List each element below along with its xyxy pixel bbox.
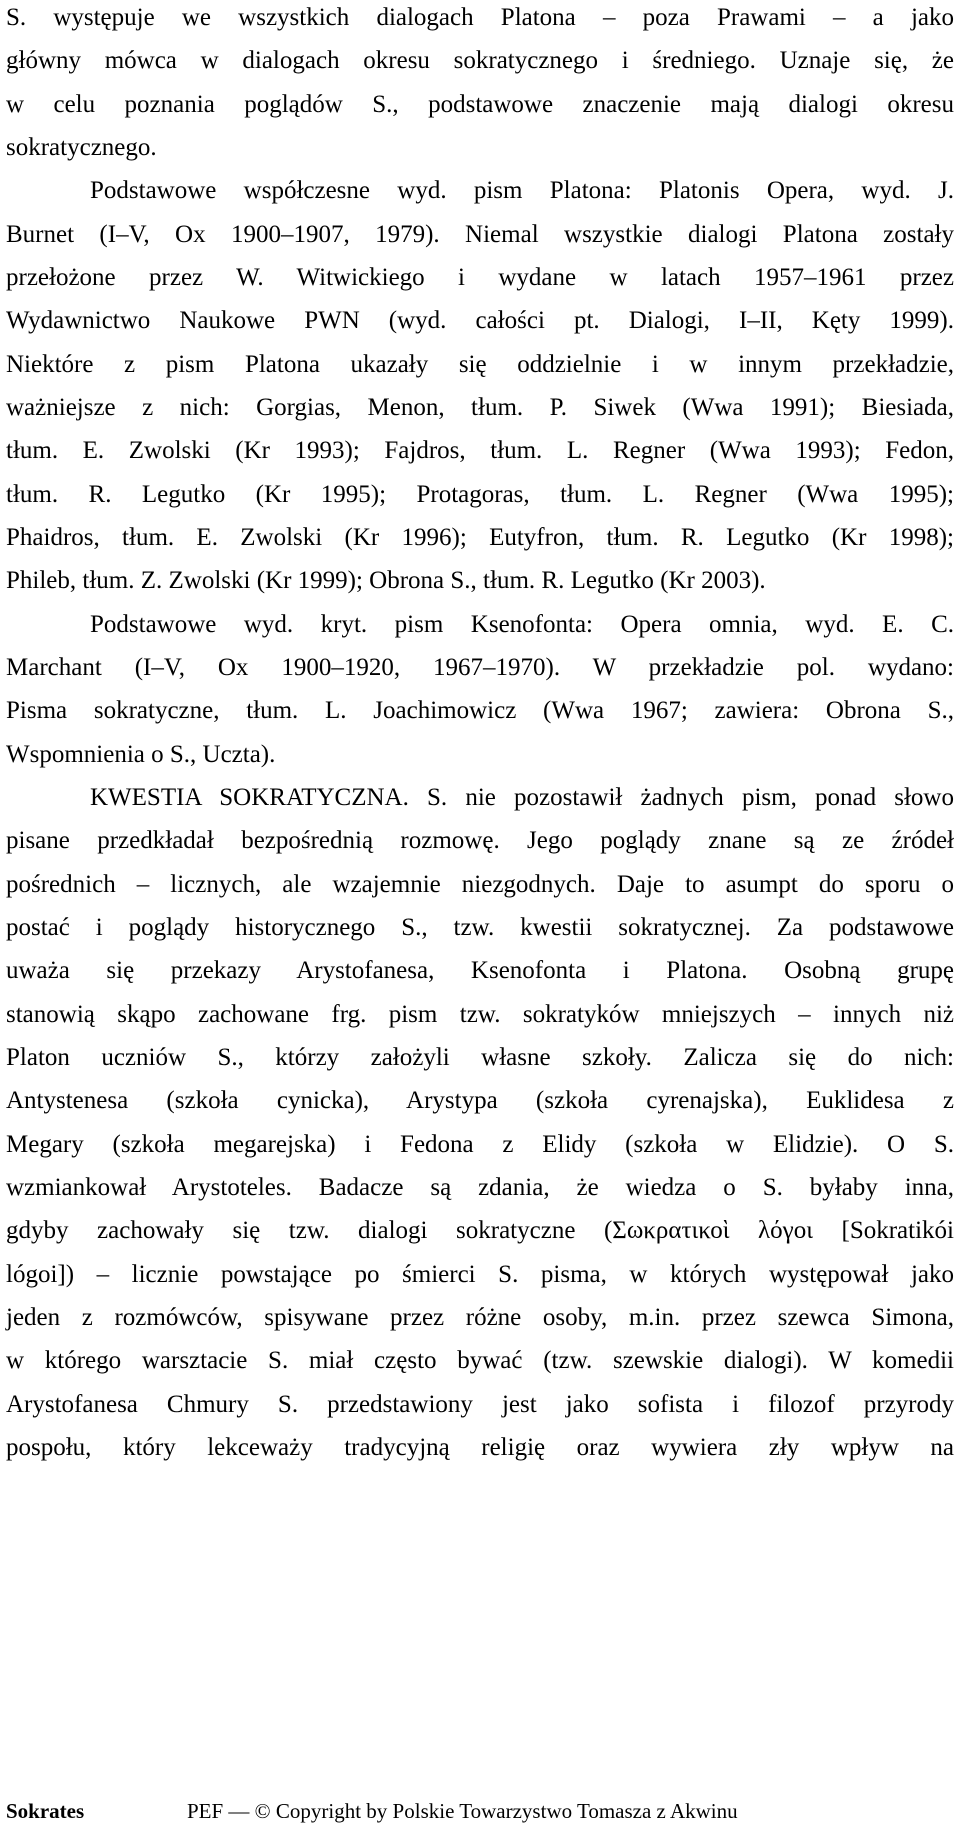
text-line: Podstawowe wyd. kryt. pism Ksenofonta: Opera omnia, wyd. E. C.: [90, 611, 954, 638]
text-line: Antystenesa (szkoła cynicka), Arystypa (szkoła cyrenajska), Euklidesa z: [6, 1087, 954, 1114]
text-line: Marchant (I–V, Ox 1900–1920, 1967–1970). W przekładzie pol. wydano:: [6, 654, 954, 681]
text-line: postać i poglądy historycznego S., tzw. kwestii sokratycznej. Za podstawowe: [6, 914, 954, 941]
text-line: przełożone przez W. Witwickiego i wydane w latach 1957–1961 przez: [6, 264, 954, 291]
text-line: Pisma sokratyczne, tłum. L. Joachimowicz (Wwa 1967; zawiera: Obrona S.,: [6, 697, 954, 724]
text-line: Wspomnienia o S., Uczta).: [6, 741, 276, 768]
footer-copyright: PEF — © Copyright by Polskie Towarzystwo Tomasza z Akwinu: [187, 1799, 738, 1823]
text-line: sokratycznego.: [6, 134, 157, 161]
text-line: Podstawowe współczesne wyd. pism Platona: Platonis Opera, wyd. J.: [90, 177, 954, 204]
text-line: główny mówca w dialogach okresu sokratycznego i średniego. Uznaje się, że: [6, 47, 954, 74]
page-footer: [6, 1798, 954, 1824]
text-line: tłum. R. Legutko (Kr 1995); Protagoras, tłum. L. Regner (Wwa 1995);: [6, 481, 954, 508]
text-line: pisane przedkładał bezpośrednią rozmowę. Jego poglądy znane są ze źródeł: [6, 827, 954, 854]
text-line: stanowią skąpo zachowane frg. pism tzw. sokratyków mniejszych – innych niż: [6, 1001, 954, 1028]
text-line: tłum. E. Zwolski (Kr 1993); Fajdros, tłum. L. Regner (Wwa 1993); Fedon,: [6, 437, 954, 464]
text-line: pośrednich – licznych, ale wzajemnie niezgodnych. Daje to asumpt do sporu o: [6, 871, 954, 898]
text-line: Niektóre z pism Platona ukazały się oddzielnie i w innym przekładzie,: [6, 351, 954, 378]
text-line: Phaidros, tłum. E. Zwolski (Kr 1996); Eutyfron, tłum. R. Legutko (Kr 1998);: [6, 524, 954, 551]
text-line: uważa się przekazy Arystofanesa, Ksenofonta i Platona. Osobną grupę: [6, 957, 954, 984]
text-line: pospołu, który lekceważy tradycyjną religię oraz wywiera zły wpływ na: [6, 1434, 954, 1461]
section-heading-line: KWESTIA SOKRATYCZNA. S. nie pozostawił żadnych pism, ponad słowo: [90, 784, 954, 811]
text-line: Wydawnictwo Naukowe PWN (wyd. całości pt. Dialogi, I–II, Kęty 1999).: [6, 307, 954, 334]
text-line: w celu poznania poglądów S., podstawowe znaczenie mają dialogi okresu: [6, 91, 954, 118]
text-line: gdyby zachowały się tzw. dialogi sokratyczne (Σωκρατικοὶ λόγοι [Sokratikói: [6, 1217, 954, 1244]
text-line: S. występuje we wszystkich dialogach Platona – poza Prawami – a jako: [6, 4, 954, 31]
text-line: jeden z rozmówców, spisywane przez różne osoby, m.in. przez szewca Simona,: [6, 1304, 954, 1331]
text-line: ważniejsze z nich: Gorgias, Menon, tłum. P. Siwek (Wwa 1991); Biesiada,: [6, 394, 954, 421]
text-line: wzmiankował Arystoteles. Badacze są zdania, że wiedza o S. byłaby inna,: [6, 1174, 954, 1201]
text-line: lógoi]) – licznie powstające po śmierci S. pisma, w których występował jako: [6, 1261, 954, 1288]
text-line: Arystofanesa Chmury S. przedstawiony jest jako sofista i filozof przyrody: [6, 1391, 954, 1418]
text-line: w którego warsztacie S. miał często bywać (tzw. szewskie dialogi). W komedii: [6, 1347, 954, 1374]
footer-document-title: Sokrates: [6, 1799, 85, 1823]
text-line: Burnet (I–V, Ox 1900–1907, 1979). Niemal wszystkie dialogi Platona zostały: [6, 221, 954, 248]
text-line: Phileb, tłum. Z. Zwolski (Kr 1999); Obrona S., tłum. R. Legutko (Kr 2003).: [6, 567, 766, 594]
text-line: Megary (szkoła megarejska) i Fedona z Elidy (szkoła w Elidzie). O S.: [6, 1131, 954, 1158]
text-line: Platon uczniów S., którzy założyli własne szkoły. Zalicza się do nich:: [6, 1044, 954, 1071]
